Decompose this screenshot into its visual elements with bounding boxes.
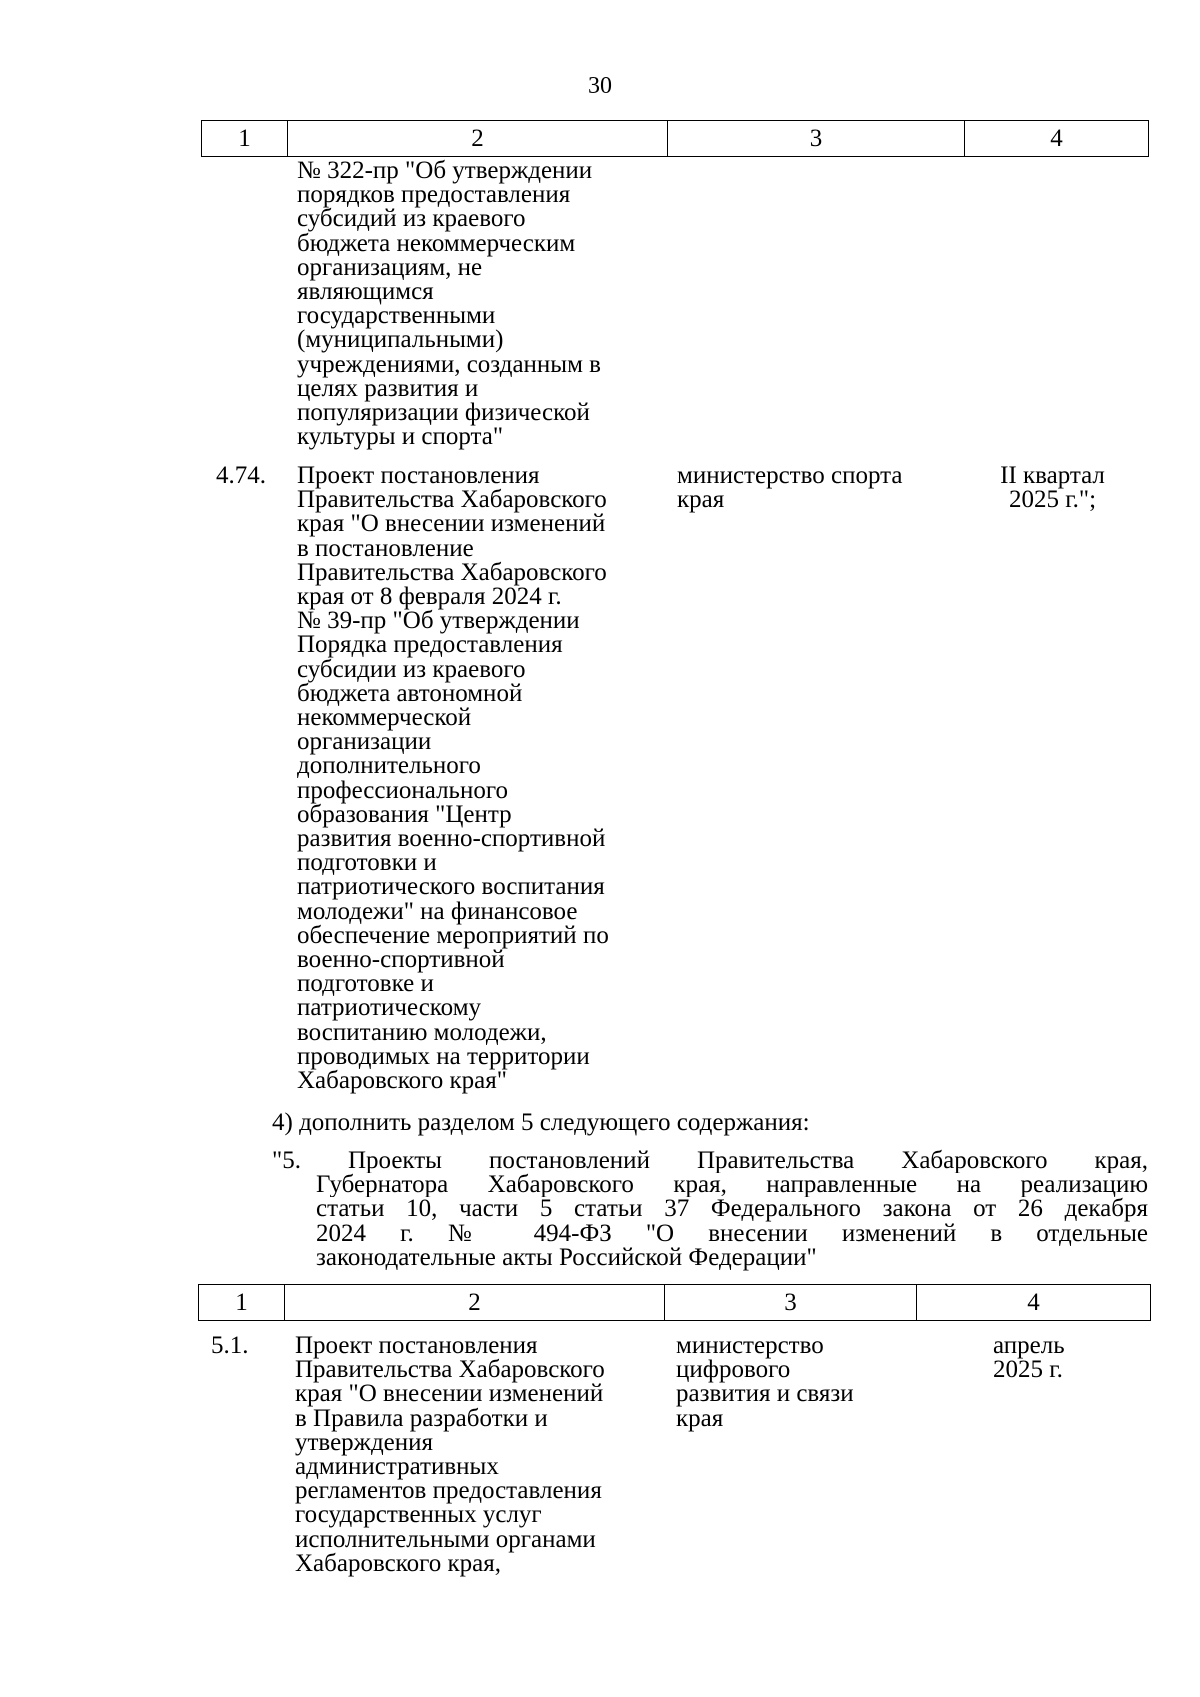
table2-header-col3: 3 <box>665 1285 917 1321</box>
table2-header-col2: 2 <box>285 1285 665 1321</box>
table1-header <box>201 120 1149 157</box>
row-51-executor: министерство цифрового развития и связи края <box>676 1332 854 1432</box>
row-474-number: 4.74. <box>216 462 266 489</box>
row-51-number: 5.1. <box>211 1332 249 1359</box>
table2-header-col1: 1 <box>199 1285 285 1321</box>
row-51-text: Проект постановления Правительства Хабаровского края "О внесении изменений в Правила разработки и утверждения административных регламентов предоставления государственных услуг исполнительными органами Хабаровского края, <box>295 1332 605 1577</box>
section-5-line-3: статьи 10, части 5 статьи 37 Федерального закона от 26 декабря <box>316 1197 1148 1222</box>
table1-continuation-text: № 322-пр "Об утверждении порядков предоставления субсидий из краевого бюджета некоммерческим организациям, не являющимся государственными (муниципальными) учреждениями, созданным в целях развития и популяризации физической культуры и спорта" <box>297 157 601 451</box>
section-5-line-2: Губернатора Хабаровского края, направленные на реализацию <box>316 1173 1148 1198</box>
section-5-heading <box>272 1149 1148 1270</box>
section-5-line-1: "5. Проекты постановлений Правительства Хабаровского края, <box>272 1149 1148 1174</box>
row-474-executor: министерство спорта края <box>677 462 903 514</box>
table1-header-col1: 1 <box>202 121 288 157</box>
table2-header-col4: 4 <box>917 1285 1151 1321</box>
section-5-line-5: законодательные акты Российской Федерации" <box>316 1243 817 1271</box>
page-number: 30 <box>588 73 612 99</box>
table2-header <box>198 1284 1151 1321</box>
table1-header-col4: 4 <box>965 121 1149 157</box>
table1-header-col2: 2 <box>288 121 668 157</box>
row-474-deadline: II квартал 2025 г."; <box>1000 462 1105 514</box>
item-4-text: 4) дополнить разделом 5 следующего содержания: <box>272 1109 810 1136</box>
row-474-text: Проект постановления Правительства Хабаровского края "О внесении изменений в постановление Правительства Хабаровского края от 8 февраля 2024 г. № 39-пр "Об утверждении Порядка предоставления субсидии из краевого бюджета автономной некоммерческой организации дополнительного профессионального образования "Центр развития военно-спортивной подготовки и патриотического воспитания молодежи" на финансовое обеспечение мероприятий по военно-спортивной подготовке и патриотическому воспитанию молодежи, проводимых на территории Хабаровского края" <box>297 462 609 1095</box>
table1-header-col3: 3 <box>668 121 965 157</box>
row-51-deadline: апрель 2025 г. <box>993 1332 1065 1384</box>
section-5-line-4: 2024 г. № 494-ФЗ "О внесении изменений в отдельные <box>316 1221 1148 1246</box>
